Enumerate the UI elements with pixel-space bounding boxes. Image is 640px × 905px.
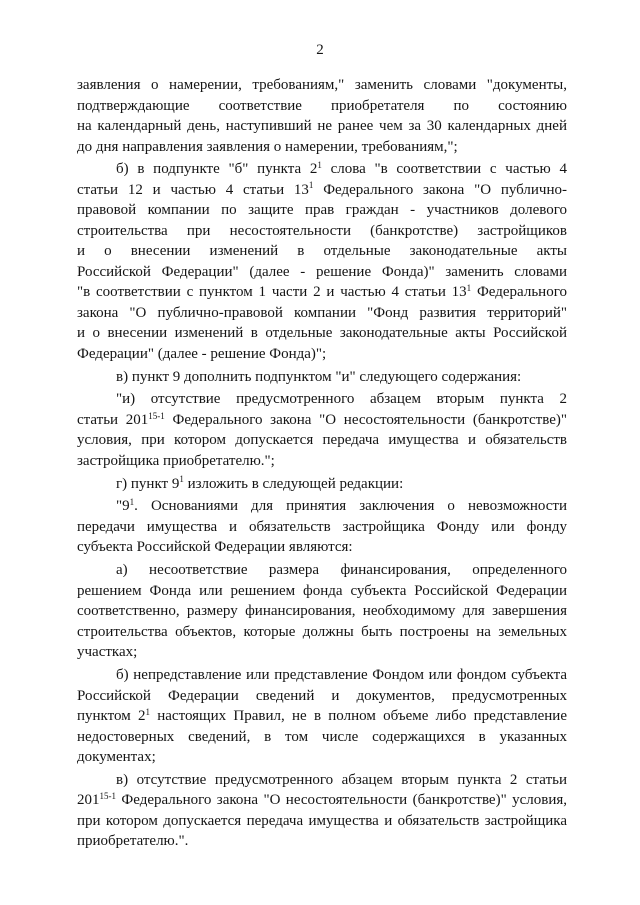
text-line: [77, 282, 567, 303]
text-segment: Федерального закона "О публично-: [313, 181, 567, 198]
paragraph: [77, 75, 567, 157]
text-line: [77, 496, 567, 517]
paragraph: [77, 770, 567, 852]
text-line: документах;: [77, 749, 156, 766]
text-line: соответственно, размеру финансирования, необходимому для завершения: [77, 603, 567, 620]
text-segment: . Основаниями для принятия заключения о невозможности: [134, 498, 567, 515]
superscript: 1: [317, 159, 322, 170]
paragraph: [77, 389, 567, 471]
text-line: недостоверных сведений, в том числе содержащихся в указанных: [77, 728, 567, 745]
text-line: приобретателю.".: [77, 833, 189, 850]
text-segment: г) пункт 9: [116, 475, 180, 492]
text-line: [77, 410, 567, 431]
text-line: до дня направления заявления о намерении, требованиям,";: [77, 138, 458, 155]
text-line: [77, 180, 567, 201]
text-line: а) несоответствие размера финансирования, определенного: [116, 562, 567, 579]
text-line: при котором допускается передача имущества и обязательств застройщика: [77, 812, 567, 829]
text-line: в) отсутствие предусмотренного абзацем вторым пункта 2 статьи: [116, 771, 567, 788]
text-line: Российской Федерации" (далее - решение Фонда)" заменить словами: [77, 263, 567, 280]
text-line: закона "О публично-правовой компании "Фонд развития территорий": [77, 304, 567, 321]
text-segment: Федерального закона "О несостоятельности (банкротстве)" условия,: [116, 792, 567, 809]
paragraph: [77, 560, 567, 663]
text-line: [77, 159, 567, 180]
text-line: застройщика приобретателю.";: [77, 452, 275, 469]
paragraph: [77, 474, 567, 495]
superscript: 1: [179, 474, 184, 485]
document-body: [77, 75, 567, 852]
text-segment: пунктом 2: [77, 708, 146, 725]
text-line: в) пункт 9 дополнить подпунктом "и" следующего содержания:: [116, 368, 522, 385]
text-line: участках;: [77, 644, 138, 661]
text-segment: "в соответствии с пунктом 1 части 2 и частью 4 статьи 13: [77, 284, 467, 301]
text-line: решением Фонда или решением фонда субъекта Российской Федерации: [77, 582, 567, 599]
text-line: условия, при котором допускается передача имущества и обязательств: [77, 432, 567, 449]
text-line: строительства при несостоятельности (банкротстве) застройщиков: [77, 222, 567, 239]
text-line: правовой компании по защите прав граждан - участников долевого: [77, 202, 567, 219]
text-segment: статьи 201: [77, 411, 149, 428]
text-segment: Федерального: [471, 284, 567, 301]
text-line: на календарный день, наступивший не ранее чем за 30 календарных дней: [77, 118, 567, 134]
text-line: и о внесении изменений в отдельные законодательные акты Российской: [77, 325, 567, 342]
paragraph: [77, 496, 567, 558]
text-segment: "9: [116, 498, 130, 515]
text-line: Российской Федерации сведений и документов, предусмотренных: [77, 687, 567, 704]
paragraph: [77, 665, 567, 768]
text-line: [77, 474, 567, 495]
superscript: 1: [129, 497, 135, 508]
text-segment: статьи 12 и частью 4 статьи 13: [77, 181, 309, 198]
superscript: 1: [466, 282, 472, 293]
text-line: [77, 706, 567, 727]
text-line: строительства объектов, которые должны быть построены на земельных: [77, 623, 567, 640]
text-line: передачи имущества и обязательств застройщика Фонду или фонду: [77, 518, 567, 535]
superscript: 1: [145, 706, 150, 717]
paragraph: [77, 367, 567, 388]
text-line: [77, 790, 567, 811]
text-line: "и) отсутствие предусмотренного абзацем вторым пункта 2: [116, 391, 567, 408]
text-segment: настоящих Правил, не в полном объеме либо представление: [149, 708, 567, 725]
paragraph: [77, 159, 567, 364]
text-line: и о внесении изменений в отдельные законодательные акты: [77, 243, 567, 260]
text-line: заявления о намерении, требованиям," заменить словами "документы,: [77, 77, 567, 93]
superscript: 15-1: [99, 790, 116, 801]
text-segment: 201: [77, 792, 100, 809]
text-segment: б) в подпункте "б" пункта 2: [116, 161, 318, 178]
text-line: подтверждающие соответствие приобретателя по состоянию: [77, 97, 567, 114]
text-segment: слова "в соответствии с частью 4: [321, 161, 567, 178]
page-number: 2: [316, 42, 324, 58]
text-segment: изложить в следующей редакции:: [183, 475, 404, 492]
superscript: 15-1: [148, 410, 165, 421]
text-line: субъекта Российской Федерации являются:: [77, 539, 353, 556]
text-line: б) непредставление или представление Фондом или фондом субъекта: [116, 667, 567, 684]
text-line: Федерации" (далее - решение Фонда)";: [77, 345, 327, 362]
text-segment: Федерального закона "О несостоятельности (банкротстве)": [164, 411, 567, 428]
superscript: 1: [308, 180, 314, 191]
